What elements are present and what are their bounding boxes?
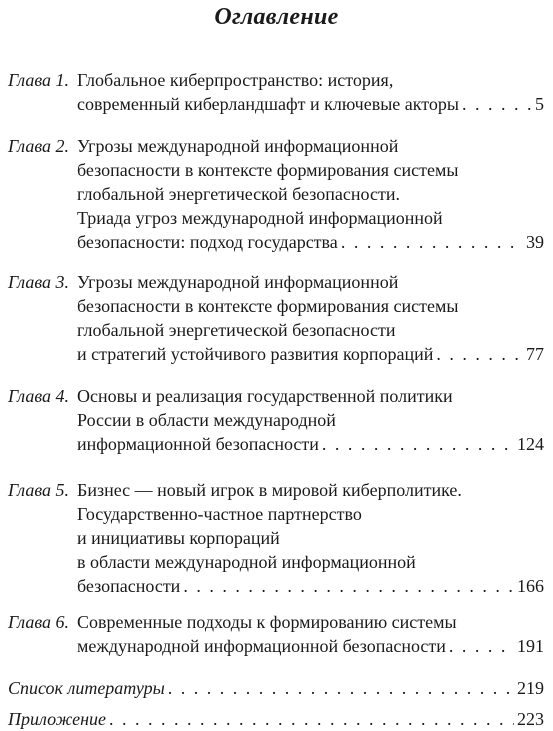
chapter-label: Глава 4. bbox=[8, 386, 70, 406]
entry-line: глобальной энергетической безопасности. bbox=[77, 184, 400, 204]
chapter-label: Глава 5. bbox=[8, 480, 70, 500]
entry-line: Угрозы международной информационной bbox=[77, 136, 399, 156]
leader-dots bbox=[341, 230, 523, 254]
entry-line: Основы и реализация государственной политики bbox=[77, 386, 453, 406]
entry-line: Государственно-частное партнерство bbox=[77, 504, 362, 524]
entry-last-line bbox=[77, 92, 544, 116]
entry-line: Глобальное киберпространство: история, bbox=[77, 70, 394, 90]
leader-dots bbox=[109, 707, 514, 731]
page-number: 39 bbox=[526, 232, 544, 252]
entry-last-line bbox=[77, 574, 544, 598]
page-number: 124 bbox=[517, 434, 544, 454]
chapter-label: Глава 6. bbox=[8, 612, 70, 632]
entry-text: международной информационной безопасности bbox=[77, 636, 446, 656]
entry-last-line bbox=[77, 342, 544, 366]
entry-line: Современные подходы к формированию системы bbox=[77, 612, 457, 632]
entry-line: безопасности в контексте формирования системы bbox=[77, 160, 459, 180]
chapter-label: Глава 2. bbox=[8, 136, 70, 156]
chapter-label: Глава 3. bbox=[8, 272, 70, 292]
page-number: 191 bbox=[517, 636, 544, 656]
page-title: Оглавление bbox=[214, 4, 339, 30]
chapter-label: Глава 1. bbox=[8, 70, 70, 90]
entry-text: современный киберландшафт и ключевые акторы bbox=[77, 94, 460, 114]
section-label: Список литературы bbox=[8, 678, 165, 698]
leader-dots bbox=[436, 342, 523, 366]
entry-last-line bbox=[77, 634, 544, 658]
entry-line: и инициативы корпораций bbox=[77, 528, 280, 548]
leader-dots bbox=[449, 634, 514, 658]
entry-last-line bbox=[77, 230, 544, 254]
entry-line: Триада угроз международной информационной bbox=[77, 208, 443, 228]
entry-last-line bbox=[8, 676, 544, 700]
entry-last-line bbox=[77, 432, 544, 456]
entry-last-line bbox=[8, 707, 544, 731]
entry-line: в области международной информационной bbox=[77, 552, 416, 572]
entry-text: безопасности bbox=[77, 576, 181, 596]
leader-dots bbox=[168, 676, 514, 700]
leader-dots bbox=[462, 92, 532, 116]
page-number: 223 bbox=[517, 709, 544, 729]
page-number: 5 bbox=[535, 94, 544, 114]
entry-line: России в области международной bbox=[77, 410, 336, 430]
page-number: 219 bbox=[517, 678, 544, 698]
leader-dots bbox=[322, 432, 514, 456]
page-number: 77 bbox=[526, 344, 544, 364]
entry-text: и стратегий устойчивого развития корпораций bbox=[77, 344, 434, 364]
entry-line: глобальной энергетической безопасности bbox=[77, 320, 396, 340]
leader-dots bbox=[183, 574, 514, 598]
entry-text: безопасности: подход государства bbox=[77, 232, 338, 252]
page-number: 166 bbox=[517, 576, 544, 596]
section-label: Приложение bbox=[8, 709, 107, 729]
entry-line: Угрозы международной информационной bbox=[77, 272, 399, 292]
entry-line: безопасности в контексте формирования системы bbox=[77, 296, 459, 316]
entry-text: информационной безопасности bbox=[77, 434, 319, 454]
entry-line: Бизнес — новый игрок в мировой киберполитике. bbox=[77, 480, 462, 500]
